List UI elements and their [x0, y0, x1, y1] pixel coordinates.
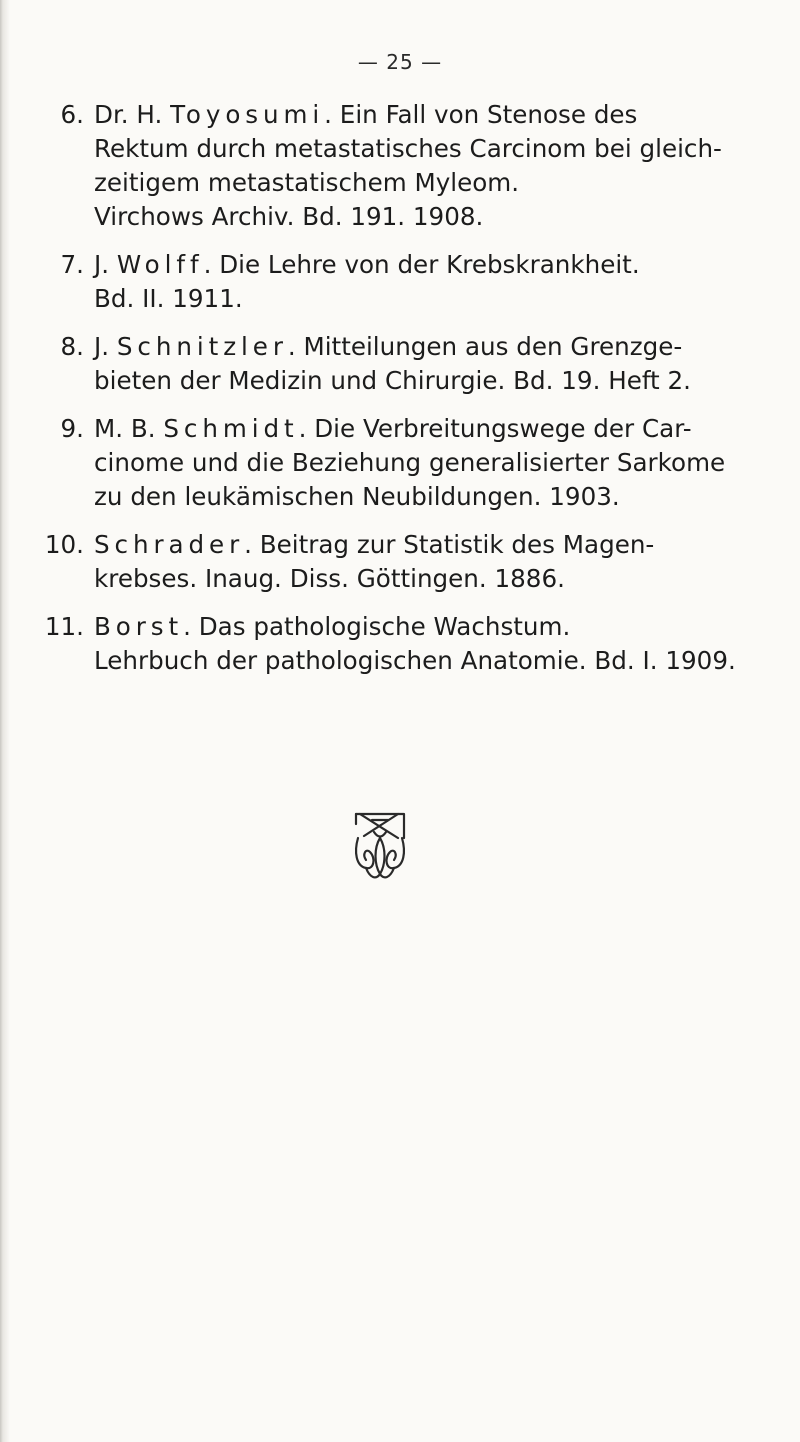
author-initials: J. [94, 332, 117, 361]
reference-text: Schrader. Beitrag zur Statistik des Magen- krebses. Inaug. Diss. Göttingen. 1886. [94, 530, 655, 593]
reference-number: 9. [60, 414, 84, 443]
author-name: Borst [94, 612, 184, 641]
reference-text: J. Schnitzler. Mitteilungen aus den Grenzge- bieten der Medizin und Chirurgie. Bd. 19. Heft 2. [94, 332, 691, 395]
author-initials: Dr. H. [94, 100, 171, 129]
author-name: Toyosumi [170, 100, 325, 129]
reference-item [36, 330, 756, 398]
reference-number: 6. [60, 100, 84, 129]
reference-text: Borst. Das pathologische Wachstum. Lehrbuch der pathologischen Anatomie. Bd. I. 1909. [94, 612, 736, 675]
printer-vignette-icon [352, 808, 408, 888]
author-initials: M. B. [94, 414, 164, 443]
author-name: Schnitzler [116, 332, 288, 361]
reference-text: M. B. Schmidt. Die Verbreitungswege der Car- cinome und die Beziehung generalisierter Sarkome zu den leukämischen Neubildungen. 1903. [94, 414, 726, 511]
reference-number: 7. [60, 250, 84, 279]
author-name: Wolff [116, 250, 204, 279]
author-name: Schrader [94, 530, 245, 559]
page-edge [0, 0, 10, 1442]
reference-text: J. Wolff. Die Lehre von der Krebskrankheit. Bd. II. 1911. [94, 250, 640, 313]
reference-number: 10. [44, 530, 84, 559]
author-initials: J. [94, 250, 117, 279]
reference-item [36, 248, 756, 316]
reference-item [36, 98, 756, 234]
reference-number: 11. [44, 612, 84, 641]
reference-item [36, 412, 756, 514]
page-number: — 25 — [357, 50, 443, 74]
reference-item [36, 610, 756, 678]
reference-number: 8. [60, 332, 84, 361]
reference-item [36, 528, 756, 596]
reference-list [36, 98, 756, 692]
author-name: Schmidt [163, 414, 299, 443]
reference-text: Dr. H. Toyosumi. Ein Fall von Stenose des Rektum durch metastatisches Carcinom bei gleich- zeitigem metastatischem Myleom. Virchows Archiv. Bd. 191. 1908. [94, 100, 722, 231]
